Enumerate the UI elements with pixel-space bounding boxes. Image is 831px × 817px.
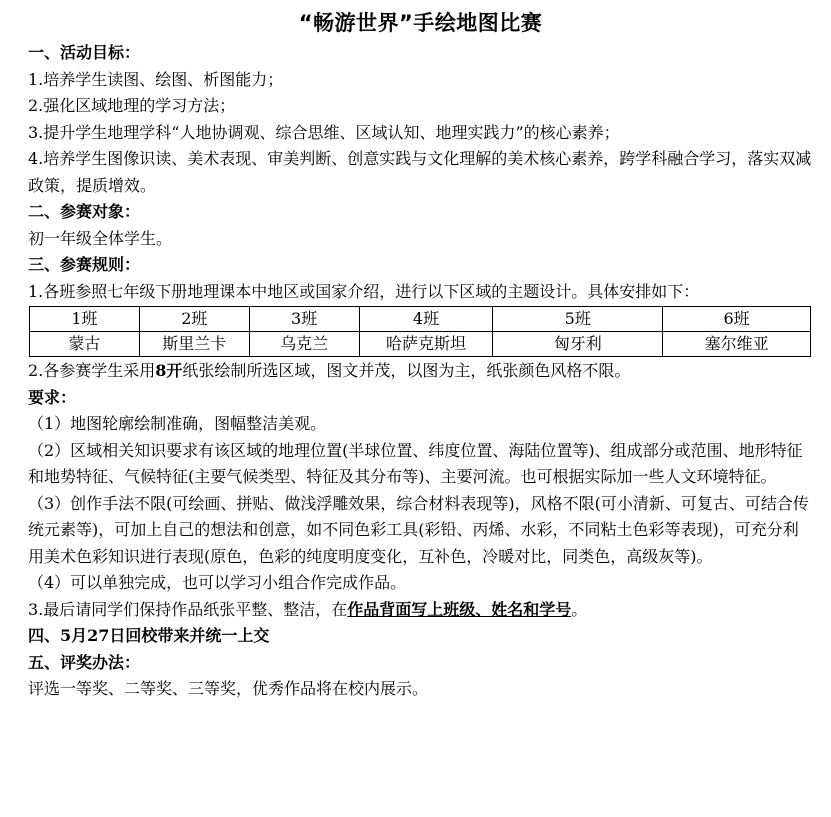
- section-heading-goals: 一、活动目标：: [28, 43, 141, 62]
- rule-1-text: 1.各班参照七年级下册地理课本中地区或国家介绍，进行以下区域的主题设计。具体安排如下：: [28, 281, 700, 301]
- table-cell-class: 5班: [493, 307, 663, 332]
- table-row-regions: [30, 332, 811, 357]
- requirement-item-1: （1）地图轮廓绘制准确，图幅整洁美观。: [28, 414, 327, 433]
- goal-item-1: 1.培养学生读图、绘图、析图能力；: [28, 69, 284, 89]
- table-cell-class: 6班: [663, 307, 811, 332]
- table-row-classes: [30, 307, 811, 332]
- table-cell-region: 蒙古: [30, 332, 140, 357]
- requirement-item-3: （3）创作手法不限(可绘画、拼贴、做浅浮雕效果，综合材料表现等)，风格不限(可小清新、可复古、可结合传统元素等)，可加上自己的想法和创意，如不同色彩工具(彩铅、丙烯、水彩，不同粘土色彩等表现)，可充分利用美术色彩知识进行表现(原色，色彩的纯度明度变化，互补色，冷暖对比，同类色，高级灰等)。: [28, 493, 809, 566]
- rule-2-text: [28, 358, 813, 385]
- table-cell-class: 1班: [30, 307, 140, 332]
- table-cell-region: 哈萨克斯坦: [359, 332, 493, 357]
- table-cell-region: 乌克兰: [249, 332, 359, 357]
- requirements-heading: 要求：: [28, 387, 77, 407]
- rule-2-post: 纸张绘制所选区域，图文并茂，以图为主，纸张颜色风格不限。: [182, 361, 631, 380]
- table-cell-class: 4班: [359, 307, 493, 332]
- goal-item-2: 2.强化区域地理的学习方法；: [28, 96, 236, 115]
- goal-item-4: 4.培养学生图像识读、美术表现、审美判断、创意实践与文化理解的美术核心素养，跨学科融合学习，落实双减政策，提质增效。: [28, 149, 812, 195]
- rule-3-pre: 3.最后请同学们保持作品纸张平整、整洁，在: [28, 599, 348, 619]
- paper-size-bold: 8开: [155, 361, 183, 380]
- rule-3-emphasis: 作品背面写上班级、姓名和学号: [347, 599, 572, 619]
- rule-2-pre: 2.各参赛学生采用: [28, 361, 156, 380]
- section-heading-participants: 二、参赛对象：: [28, 202, 141, 221]
- class-region-table: [29, 306, 811, 357]
- awards-text: 评选一等奖、二等奖、三等奖，优秀作品将在校内展示。: [28, 679, 429, 698]
- rule-3-text: [28, 597, 813, 624]
- requirement-item-2: （2）区域相关知识要求有该区域的地理位置(半球位置、纬度位置、海陆位置等)、组成部分或范围、地形特征和地势特征、气候特征(主要气候类型、特征及其分布等)、主要河流。也可根据实际加一些人文环境特征。: [28, 440, 803, 486]
- rule-3-post: 。: [571, 599, 588, 619]
- goal-item-3: 3.提升学生地理学科“人地协调观、综合思维、区域认知、地理实践力”的核心素养；: [28, 122, 620, 142]
- table-cell-class: 3班: [249, 307, 359, 332]
- table-cell-class: 2班: [139, 307, 249, 332]
- section-heading-rules: 三、参赛规则：: [28, 255, 141, 274]
- section-heading-submission: 四、5月27日回校带来并统一上交: [28, 626, 270, 645]
- requirement-item-4: （4）可以单独完成，也可以学习小组合作完成作品。: [28, 573, 407, 592]
- table-cell-region: 斯里兰卡: [139, 332, 249, 357]
- table-cell-region: 塞尔维亚: [663, 332, 811, 357]
- participants-text: 初一年级全体学生。: [28, 228, 173, 248]
- table-cell-region: 匈牙利: [493, 332, 663, 357]
- document-title: “畅游世界”手绘地图比赛: [298, 11, 543, 35]
- section-heading-awards: 五、评奖办法：: [28, 652, 141, 672]
